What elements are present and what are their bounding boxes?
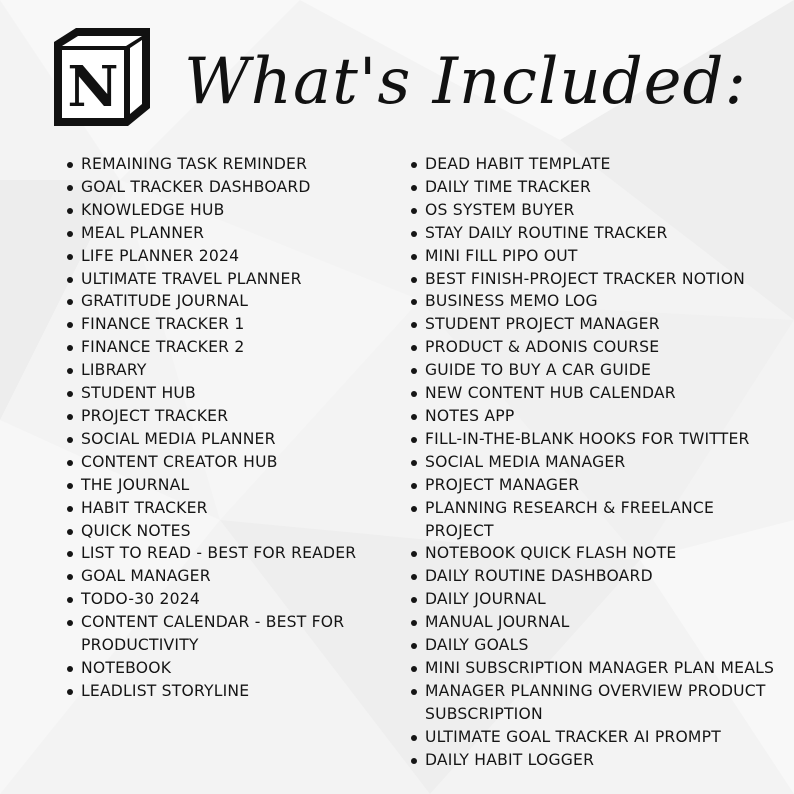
list-item-text: ULTIMATE TRAVEL PLANNER bbox=[81, 269, 302, 288]
list-item bbox=[410, 405, 780, 428]
list-item bbox=[66, 222, 396, 245]
list-item bbox=[66, 565, 396, 588]
list-item bbox=[410, 359, 780, 382]
bullet-icon bbox=[411, 551, 417, 557]
list-item-text: STUDENT HUB bbox=[81, 384, 196, 403]
bullet-icon bbox=[67, 368, 73, 374]
list-item-text: MINI SUBSCRIPTION MANAGER PLAN MEALS bbox=[425, 658, 775, 677]
notion-logo-letter: N bbox=[67, 54, 119, 120]
bullet-icon bbox=[67, 597, 73, 603]
list-item-text: PLANNING RESEARCH & FREELANCE PROJECT bbox=[425, 498, 715, 540]
bullet-icon bbox=[67, 460, 73, 466]
list-item bbox=[410, 222, 780, 245]
list-item-text: DAILY ROUTINE DASHBOARD bbox=[425, 567, 653, 586]
bullet-icon bbox=[411, 208, 417, 214]
bullet-icon bbox=[67, 437, 73, 443]
list-item bbox=[410, 474, 780, 497]
list-item bbox=[410, 199, 780, 222]
list-item bbox=[410, 680, 780, 726]
list-item-text: NOTES APP bbox=[425, 406, 515, 425]
list-item bbox=[66, 153, 396, 176]
bullet-icon bbox=[411, 162, 417, 168]
bullet-icon bbox=[67, 483, 73, 489]
list-item-text: BEST FINISH-PROJECT TRACKER NOTION bbox=[425, 269, 746, 288]
list-item-text: MINI FILL PIPO OUT bbox=[425, 246, 578, 265]
list-item bbox=[410, 588, 780, 611]
list-item bbox=[410, 382, 780, 405]
list-item bbox=[66, 474, 396, 497]
list-item-text: MANAGER PLANNING OVERVIEW PRODUCT SUBSCRIPTION bbox=[425, 681, 766, 723]
list-item bbox=[66, 336, 396, 359]
list-item-text: REMAINING TASK REMINDER bbox=[81, 155, 308, 173]
list-item bbox=[410, 726, 780, 749]
list-item-text: MANUAL JOURNAL bbox=[425, 613, 570, 632]
bullet-icon bbox=[67, 231, 73, 237]
list-item bbox=[410, 290, 780, 313]
list-item bbox=[66, 268, 396, 291]
bullet-icon bbox=[411, 574, 417, 580]
page-title: What's Included: bbox=[184, 45, 748, 119]
bullet-icon bbox=[411, 368, 417, 374]
list-item bbox=[66, 542, 396, 565]
bullet-icon bbox=[411, 277, 417, 283]
bullet-icon bbox=[411, 345, 417, 351]
list-item bbox=[66, 382, 396, 405]
bullet-icon bbox=[411, 185, 417, 191]
list-item-text: THE JOURNAL bbox=[81, 475, 190, 494]
list-item bbox=[66, 497, 396, 520]
bullet-icon bbox=[411, 689, 417, 695]
bullet-icon bbox=[67, 162, 73, 168]
list-item bbox=[66, 520, 396, 543]
list-item-text: OS SYSTEM BUYER bbox=[425, 200, 575, 219]
list-item bbox=[410, 749, 780, 772]
bullet-icon bbox=[411, 506, 417, 512]
bullet-icon bbox=[411, 597, 417, 603]
list-item bbox=[66, 199, 396, 222]
list-item-text: PROJECT TRACKER bbox=[81, 406, 229, 425]
list-item bbox=[410, 611, 780, 634]
left-feature-list bbox=[66, 153, 396, 703]
bullet-icon bbox=[411, 620, 417, 626]
bullet-icon bbox=[67, 322, 73, 328]
list-item-text: NEW CONTENT HUB CALENDAR bbox=[425, 384, 676, 403]
bullet-icon bbox=[411, 460, 417, 466]
list-item bbox=[66, 611, 396, 657]
bullet-icon bbox=[67, 391, 73, 397]
list-item bbox=[410, 268, 780, 291]
bullet-icon bbox=[67, 277, 73, 283]
list-item-text: TODO-30 2024 bbox=[81, 590, 201, 609]
bullet-icon bbox=[411, 643, 417, 649]
list-item-text: PROJECT MANAGER bbox=[425, 475, 580, 494]
list-item bbox=[66, 290, 396, 313]
list-item bbox=[66, 451, 396, 474]
list-item bbox=[410, 565, 780, 588]
list-item-text: STUDENT PROJECT MANAGER bbox=[425, 315, 660, 334]
list-item-text: LIBRARY bbox=[81, 361, 147, 380]
list-item-text: FILL-IN-THE-BLANK HOOKS FOR TWITTER bbox=[425, 429, 750, 448]
list-item-text: DEAD HABIT TEMPLATE bbox=[425, 155, 611, 173]
bullet-icon bbox=[411, 322, 417, 328]
bullet-icon bbox=[67, 414, 73, 420]
list-item-text: PRODUCT & ADONIS COURSE bbox=[425, 338, 660, 357]
list-item bbox=[66, 245, 396, 268]
notion-logo-icon bbox=[48, 24, 154, 130]
bullet-icon bbox=[67, 299, 73, 305]
list-item-text: ULTIMATE GOAL TRACKER AI PROMPT bbox=[425, 727, 721, 746]
bullet-icon bbox=[67, 506, 73, 512]
bullet-icon bbox=[67, 689, 73, 695]
right-feature-list bbox=[410, 153, 780, 771]
bullet-icon bbox=[67, 254, 73, 260]
list-item-text: KNOWLEDGE HUB bbox=[81, 200, 225, 219]
list-item-text: NOTEBOOK bbox=[81, 658, 172, 677]
list-item-text: BUSINESS MEMO LOG bbox=[425, 292, 598, 311]
bullet-icon bbox=[411, 735, 417, 741]
list-item bbox=[410, 336, 780, 359]
bullet-icon bbox=[67, 345, 73, 351]
list-item-text: MEAL PLANNER bbox=[81, 223, 205, 242]
list-item-text: FINANCE TRACKER 1 bbox=[81, 315, 245, 334]
list-item-text: GOAL TRACKER DASHBOARD bbox=[81, 177, 311, 196]
list-item bbox=[410, 451, 780, 474]
bullet-icon bbox=[411, 666, 417, 672]
list-item-text: SOCIAL MEDIA MANAGER bbox=[425, 452, 626, 471]
bullet-icon bbox=[67, 620, 73, 626]
list-item bbox=[66, 657, 396, 680]
list-item-text: SOCIAL MEDIA PLANNER bbox=[81, 429, 276, 448]
bullet-icon bbox=[67, 666, 73, 672]
bullet-icon bbox=[411, 299, 417, 305]
list-item bbox=[66, 428, 396, 451]
list-item-text: QUICK NOTES bbox=[81, 521, 191, 540]
list-item bbox=[66, 176, 396, 199]
list-item-text: GOAL MANAGER bbox=[81, 567, 211, 586]
list-item-text: CONTENT CREATOR HUB bbox=[81, 452, 278, 471]
list-item bbox=[410, 657, 780, 680]
list-item-text: HABIT TRACKER bbox=[81, 498, 208, 517]
list-item bbox=[66, 405, 396, 428]
list-item-text: DAILY HABIT LOGGER bbox=[425, 750, 595, 769]
list-item bbox=[410, 313, 780, 336]
list-item-text: STAY DAILY ROUTINE TRACKER bbox=[425, 223, 668, 242]
list-item bbox=[410, 634, 780, 657]
bullet-icon bbox=[411, 437, 417, 443]
bullet-icon bbox=[411, 254, 417, 260]
bullet-icon bbox=[411, 414, 417, 420]
list-item-text: DAILY GOALS bbox=[425, 636, 529, 655]
bullet-icon bbox=[411, 758, 417, 764]
list-item bbox=[410, 176, 780, 199]
bullet-icon bbox=[67, 551, 73, 557]
list-item-text: DAILY JOURNAL bbox=[425, 590, 546, 609]
list-item bbox=[410, 542, 780, 565]
list-item-text: DAILY TIME TRACKER bbox=[425, 177, 592, 196]
list-item-text: CONTENT CALENDAR - BEST FOR PRODUCTIVITY bbox=[81, 613, 345, 655]
bullet-icon bbox=[67, 529, 73, 535]
list-item bbox=[66, 680, 396, 703]
list-item bbox=[410, 153, 780, 176]
bullet-icon bbox=[67, 574, 73, 580]
list-item bbox=[66, 588, 396, 611]
list-item bbox=[66, 359, 396, 382]
list-item-text: GRATITUDE JOURNAL bbox=[81, 292, 249, 311]
bullet-icon bbox=[411, 391, 417, 397]
list-item-text: LEADLIST STORYLINE bbox=[81, 681, 250, 700]
bullet-icon bbox=[411, 231, 417, 237]
list-item-text: FINANCE TRACKER 2 bbox=[81, 338, 245, 357]
list-item-text: LIFE PLANNER 2024 bbox=[81, 246, 240, 265]
list-item-text: GUIDE TO BUY A CAR GUIDE bbox=[425, 361, 651, 380]
list-item bbox=[410, 497, 780, 543]
bullet-icon bbox=[67, 185, 73, 191]
bullet-icon bbox=[67, 208, 73, 214]
list-item-text: NOTEBOOK QUICK FLASH NOTE bbox=[425, 544, 677, 563]
list-item bbox=[410, 428, 780, 451]
list-item bbox=[66, 313, 396, 336]
list-item-text: LIST TO READ - BEST FOR READER bbox=[81, 544, 357, 563]
bullet-icon bbox=[411, 483, 417, 489]
list-item bbox=[410, 245, 780, 268]
